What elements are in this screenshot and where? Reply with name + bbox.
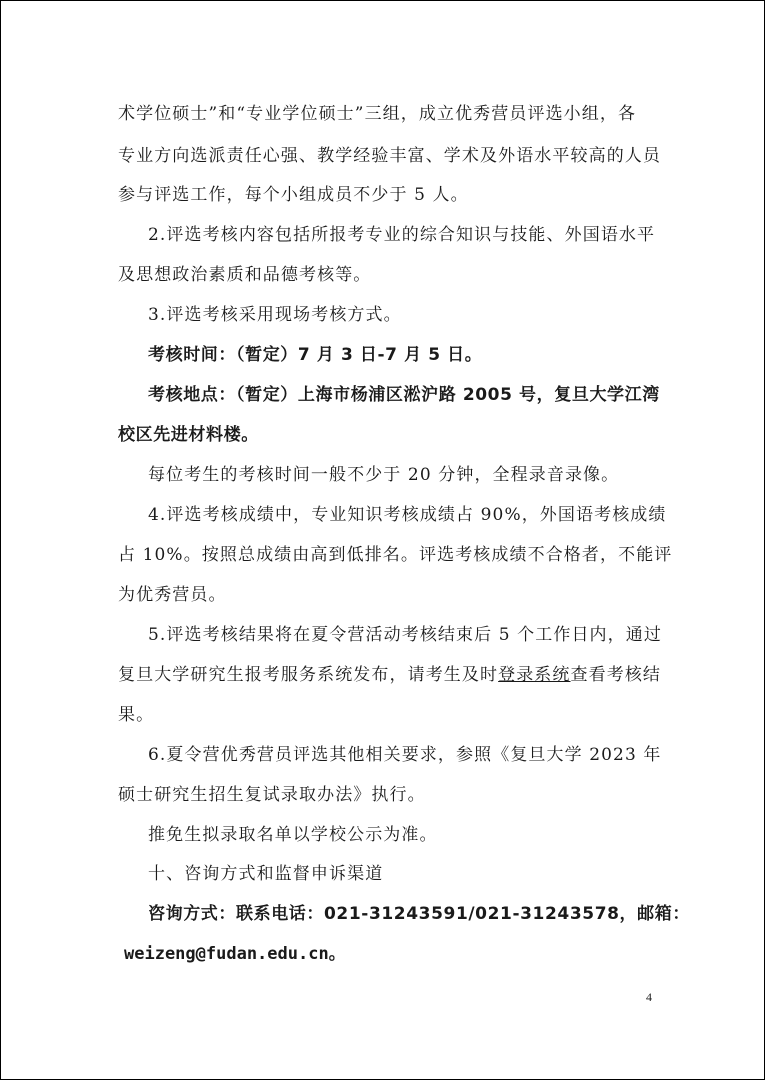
paragraph-line: 每位考生的考核时间一般不少于 20 分钟，全程录音录像。 bbox=[148, 465, 620, 485]
exam-place: 考核地点：（暂定）上海市杨浦区淞沪路 2005 号，复旦大学江湾 bbox=[148, 385, 660, 405]
paragraph-line: 4.评选考核成绩中，专业知识考核成绩占 90%，外国语考核成绩 bbox=[148, 505, 667, 525]
paragraph-line: 3.评选考核采用现场考核方式。 bbox=[148, 305, 402, 325]
paragraph-line: 推免生拟录取名单以学校公示为准。 bbox=[148, 825, 438, 845]
paragraph-line: 术学位硕士”和“专业学位硕士”三组，成立优秀营员评选小组，各 bbox=[118, 104, 637, 124]
paragraph-line: 6.夏令营优秀营员评选其他相关要求，参照《复旦大学 2023 年 bbox=[148, 745, 662, 765]
paragraph-line: 占 10%。按照总成绩由高到低排名。评选考核成绩不合格者，不能评 bbox=[118, 545, 673, 565]
exam-place-cont: 校区先进材料楼。 bbox=[118, 425, 259, 445]
contact-email[interactable]: weizeng@fudan.edu.cn。 bbox=[124, 944, 346, 964]
page-number: 4 bbox=[646, 990, 652, 1004]
paragraph-line: 专业方向选派责任心强、教学经验丰富、学术及外语水平较高的人员 bbox=[118, 146, 661, 166]
paragraph-line: 为优秀营员。 bbox=[118, 585, 227, 605]
login-system-link[interactable]: 登录系统 bbox=[498, 665, 571, 685]
section-heading: 十、咨询方式和监督申诉渠道 bbox=[148, 864, 384, 884]
text-span: 复旦大学研究生报考服务系统发布，请考生及时 bbox=[118, 665, 499, 685]
paragraph-line: 2.评选考核内容包括所报考专业的综合知识与技能、外国语水平 bbox=[148, 225, 656, 245]
paragraph-line: 果。 bbox=[118, 705, 155, 725]
exam-time: 考核时间：（暂定）7 月 3 日-7 月 5 日。 bbox=[148, 345, 483, 365]
paragraph-line bbox=[118, 663, 661, 687]
paragraph-line: 及思想政治素质和品德考核等。 bbox=[118, 265, 372, 285]
paragraph-line: 硕士研究生招生复试录取办法》执行。 bbox=[118, 785, 426, 805]
text-span: 查看考核结 bbox=[570, 665, 662, 685]
paragraph-line: 参与评选工作，每个小组成员不少于 5 人。 bbox=[118, 185, 469, 205]
contact-info: 咨询方式：联系电话：021-31243591/021-31243578，邮箱： bbox=[148, 904, 690, 924]
paragraph-line: 5.评选考核结果将在夏令营活动考核结束后 5 个工作日内，通过 bbox=[148, 625, 662, 645]
